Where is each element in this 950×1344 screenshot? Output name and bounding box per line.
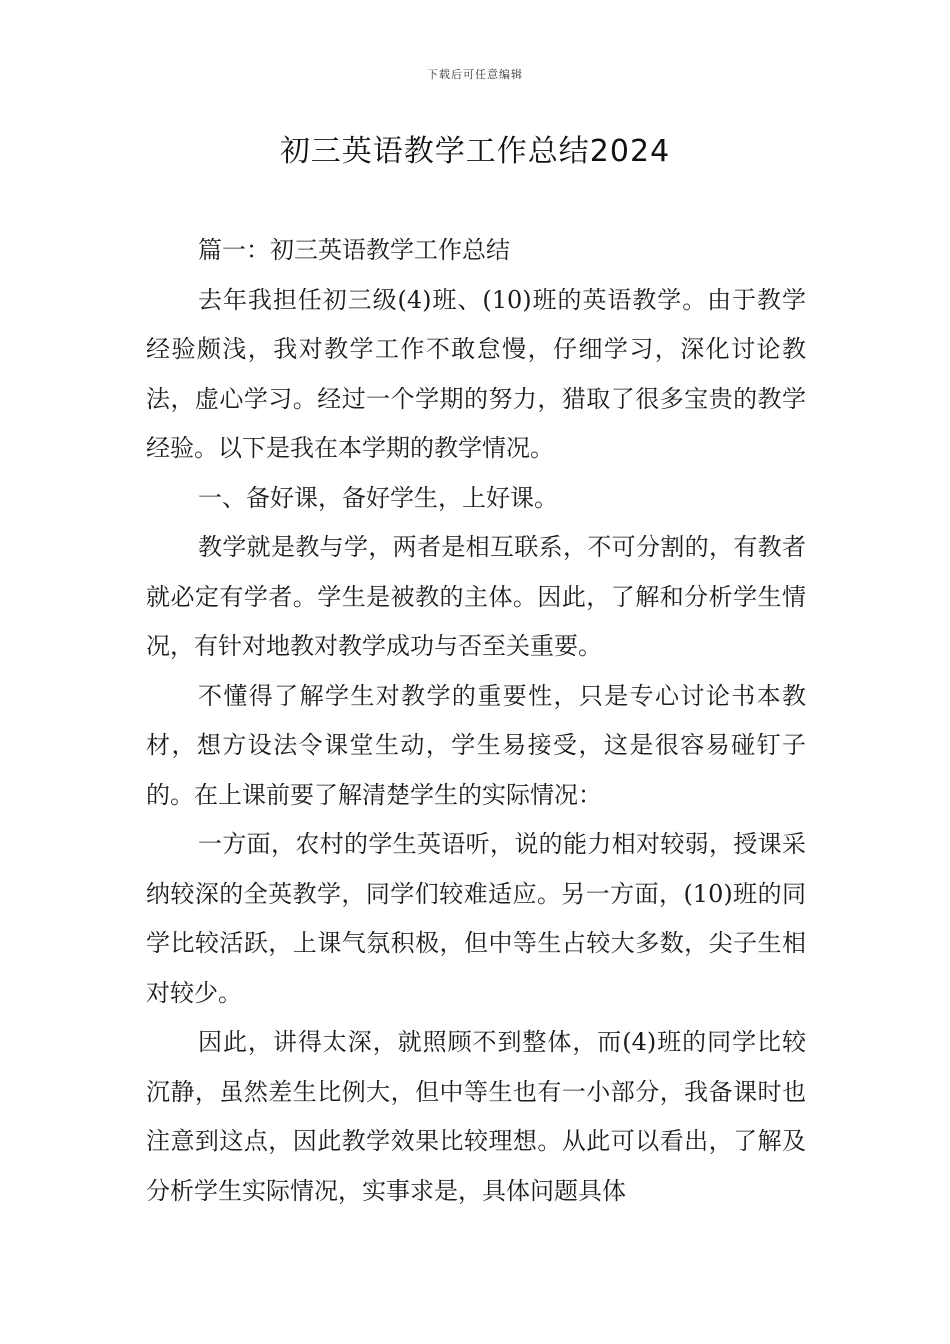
paragraph-conclusion: 因此，讲得太深，就照顾不到整体，而(4)班的同学比较沉静，虽然差生比例大，但中等生也有一小部分，我备课时也注意到这点，因此教学效果比较理想。从此可以看出，了解及分析学生实际情况，实事求是，具体问题具体: [146, 1028, 806, 1205]
header-note: 下载后可任意编辑: [427, 68, 523, 81]
paragraph-understanding: 不懂得了解学生对教学的重要性，只是专心讨论书本教材，想方设法令课堂生动，学生易接受，这是很容易碰钉子的。在上课前要了解清楚学生的实际情况：: [146, 681, 806, 809]
paragraph-subheading: 一、备好课，备好学生，上好课。: [198, 483, 558, 512]
document-title: 初三英语教学工作总结2024: [279, 134, 671, 169]
paragraph-rural-students: 一方面，农村的学生英语听，说的能力相对较弱，授课采纳较深的全英教学，同学们较难适应。另一方面，(10)班的同学比较活跃，上课气氛积极，但中等生占较大多数，尖子生相对较少。: [146, 830, 806, 1007]
document-body: [146, 226, 806, 1216]
paragraph-teaching: 教学就是教与学，两者是相互联系，不可分割的，有教者就必定有学者。学生是被教的主体。因此，了解和分析学生情况，有针对地教对教学成功与否至关重要。: [146, 533, 806, 660]
paragraph-section-heading: 篇一：初三英语教学工作总结: [198, 236, 510, 264]
paragraph-intro: 去年我担任初三级(4)班、(10)班的英语教学。由于教学经验颇浅，我对教学工作不敢怠慢，仔细学习，深化讨论教法，虚心学习。经过一个学期的努力，猎取了很多宝贵的教学经验。以下是我在本学期的教学情况。: [146, 285, 806, 462]
